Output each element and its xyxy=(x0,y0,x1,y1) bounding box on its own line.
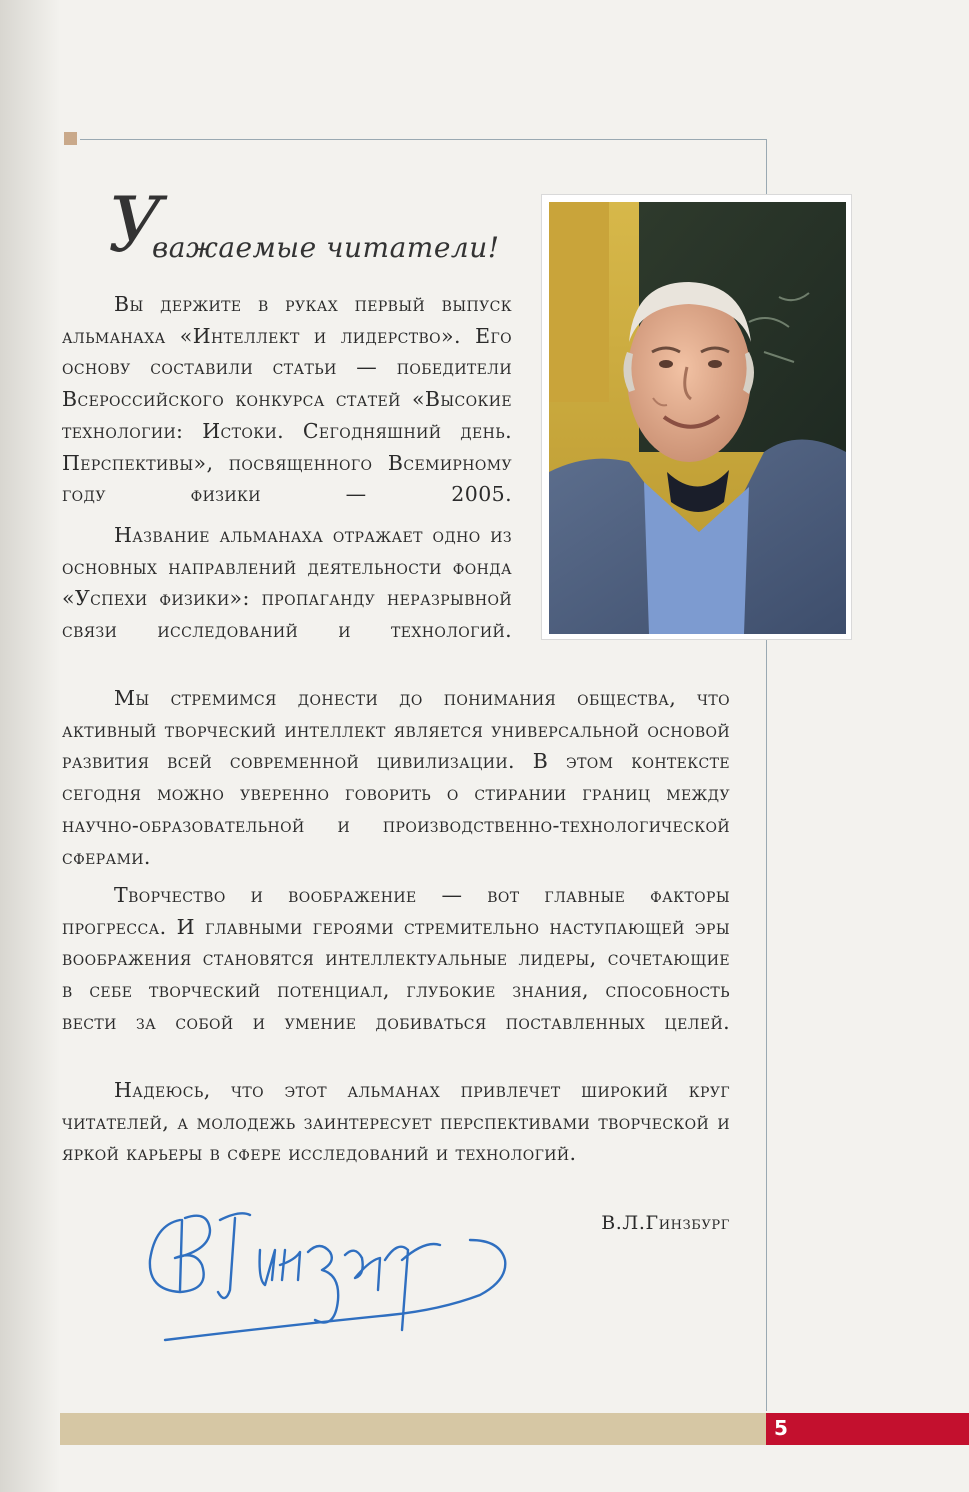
author-photo-frame xyxy=(541,194,852,640)
paragraph-3: Мы стремимся донести до понимания общества, что активный творческий интеллект является универсальной основой развития всей современной цивилизации. В этом контексте сегодня можно уверенно говорить о стирании границ между научно-образовательной и производственно-технологической сферами. xyxy=(62,686,730,869)
paragraph-1: Вы держите в руках первый выпуск альманаха «Интеллект и лидерство». Его основу составили статьи — победители Всероссийского конкурса статей «Высокие технологии: Истоки. Сегодняшний день. Перспективы», посвященного Всемирному году физики — 2005. xyxy=(62,292,512,507)
bottom-decorative-band xyxy=(60,1413,766,1445)
paragraph-4: Творчество и воображение — вот главные факторы прогресса. И главными героями стремительно наступающей эры воображения становятся интеллектуальные лидеры, сочетающие в себе творческий потенциал, глубокие знания, способность вести за собой и умение добиваться поставленных целей. xyxy=(62,883,730,1034)
author-name: В.Л.Гинзбург xyxy=(601,1212,730,1234)
top-rule-line xyxy=(80,139,766,140)
page-number: 5 xyxy=(774,1416,788,1440)
greeting-heading xyxy=(108,180,528,275)
heading-initial-letter: У xyxy=(108,180,163,269)
page-number-box xyxy=(766,1413,969,1445)
handwritten-signature xyxy=(140,1180,520,1350)
paragraph-2: Название альманаха отражает одно из основных направлений деятельности фонда «Успехи физики»: пропаганду неразрывной связи исследований и технологий. xyxy=(62,523,512,643)
page-edge-shadow xyxy=(0,0,60,1492)
heading-text: важаемые читатели! xyxy=(152,231,500,264)
author-photo xyxy=(549,202,846,634)
paragraph-5: Надеюсь, что этот альманах привлечет широкий круг читателей, а молодежь заинтересует перспективами творческой и яркой карьеры в сфере исследований и технологий. xyxy=(62,1078,730,1166)
decorative-corner-square xyxy=(64,132,77,145)
